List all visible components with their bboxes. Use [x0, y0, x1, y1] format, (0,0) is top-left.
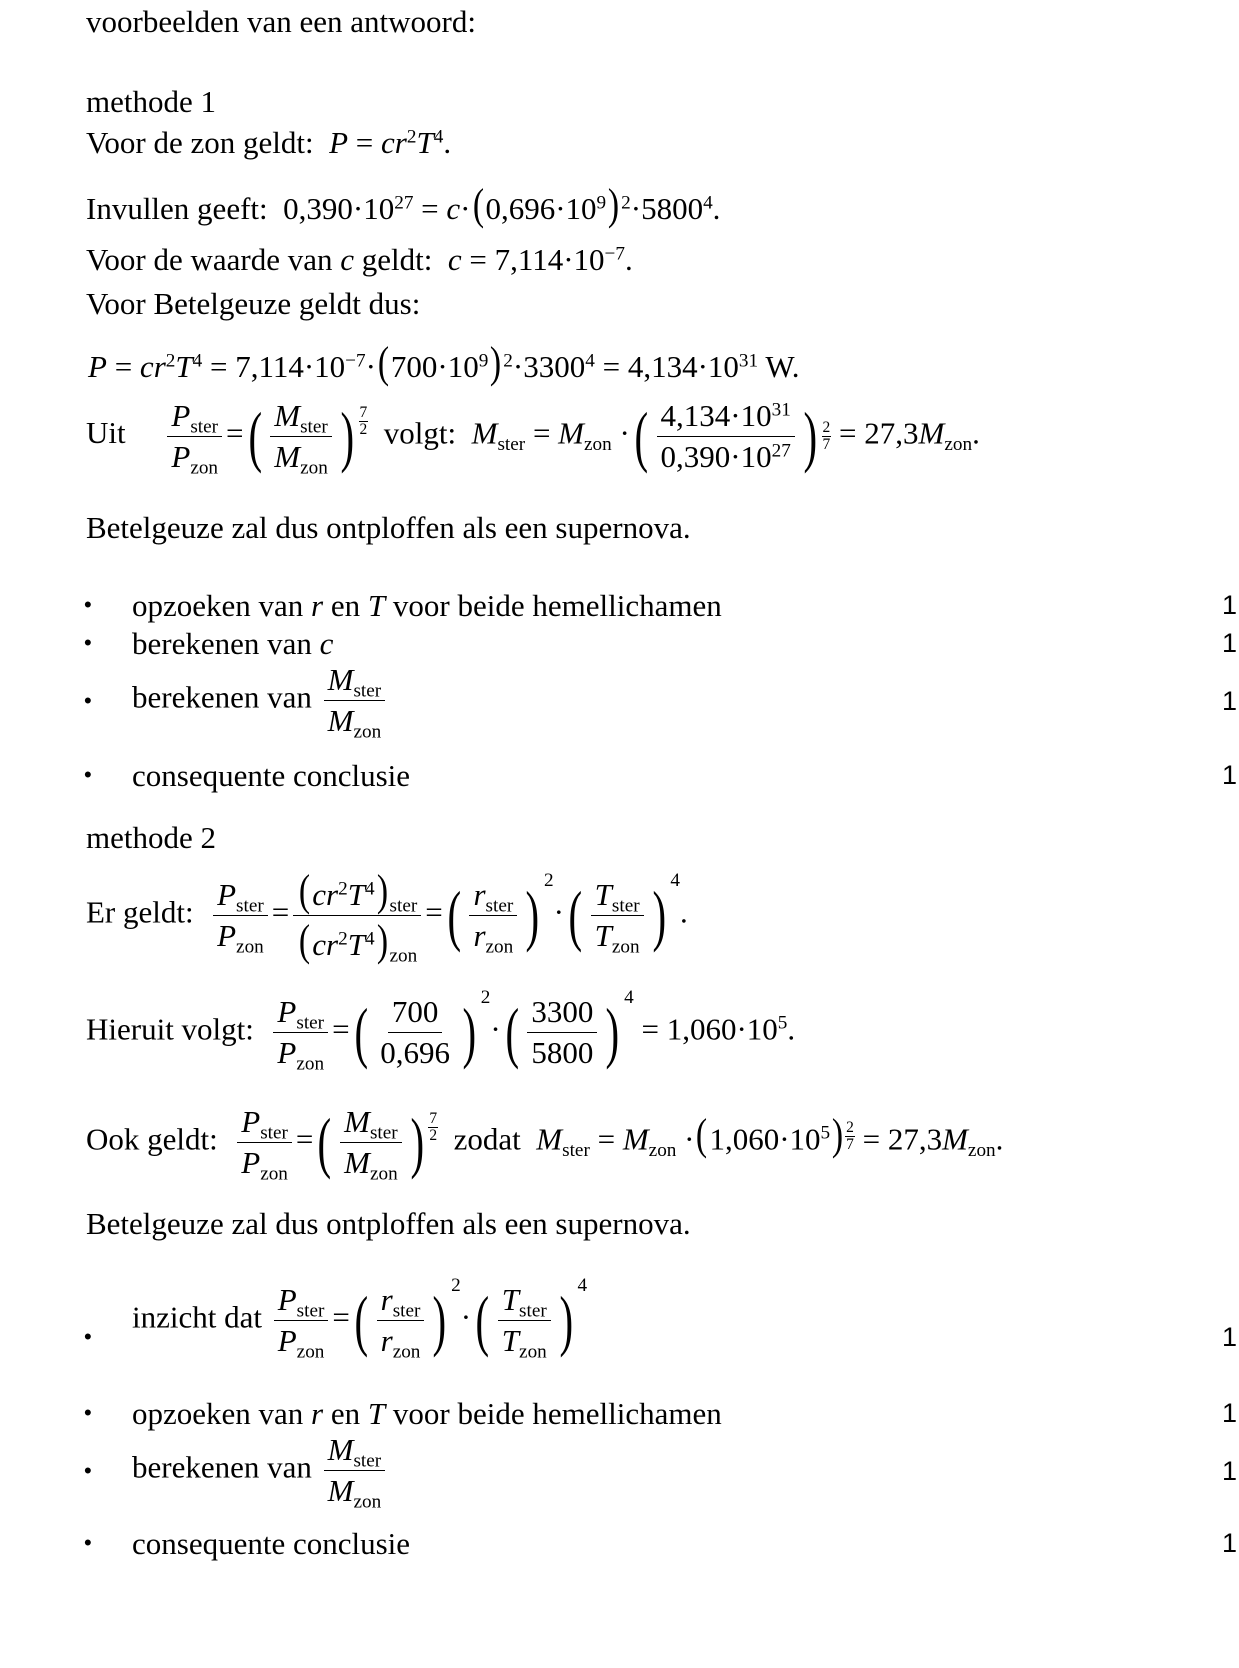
method1-conclusion: Betelgeuze zal dus ontploffen als een supernova. — [86, 510, 691, 545]
method2-line3: Ook geldt: $\frac{P_{ster}}{P_{zon}}$ = ( $\frac{M_{ster}}{M_{zon}}$ ) 7 2 zodat $M_{ster} = M_{zon} \cdot(1,060\cdot 10^5)$ $\frac{2}{7}$ = $27,3M_{zon}$. — [86, 1104, 1004, 1185]
method2-line1: Er geldt: $\frac{P_{ster}}{P_{zon}}$ = $\frac{(cr^2T^4)_{ster}}{(cr^2T^4)_{zon}}$ = ( $\frac{r_{ster}}{r_{zon}}$ ) 2 · ( $\frac{T_{ster}}{T_{zon}}$ ) 4 . — [86, 865, 688, 967]
method1-line4: Voor Betelgeuze geldt dus: — [86, 286, 421, 321]
method2-line2: Hieruit volgt: $\frac{P_{ster}}{P_{zon}}$ = ( $\frac{700}{0,696}$ ) 2 · ( $\frac{3300}{5800}$ ) 4 = $1,060\cdot 10^5$. — [86, 987, 796, 1075]
method1-line6: Uit $\frac{P_{ster}}{P_{zon}}$ = ( $\frac{M_{ster}}{M_{zon}}$ ) 7 2 volgt: $M_{ster} = M_{zon}$ · ( $\frac{4,134\cdot 10^{31}}{0,390\cdot 10^{27}}$ ) 2 7 = $27,3M_{zon}$. — [86, 398, 980, 479]
method2-criterion-1: • inzicht dat $\frac{P_{ster}}{P_{zon}}$ = ( $\frac{r_{ster}}{r_{zon}}$ ) 2 · ( $\frac{T_{ster}}{T_{zon}}$ ) 4 1 — [84, 1275, 1237, 1363]
method1-line2: Invullen geeft: $0,390\cdot 10^{27} = c\cdot(0,696\cdot 10^9)^2\cdot 5800^4$. — [86, 179, 721, 229]
method1-line3: Voor de waarde van c geldt: $c = 7,114\cdot 10^{-7}$. — [86, 242, 633, 277]
intro-text: voorbeelden van een antwoord: — [86, 4, 476, 39]
method1-criterion-2: • berekenen van c 1 — [84, 626, 1237, 661]
method1-criterion-1: • opzoeken van r en T voor beide hemellichamen 1 — [84, 588, 1237, 623]
method2-criterion-3: • berekenen van $\frac{M_{ster}}{M_{zon}}$ 1 — [84, 1432, 1237, 1513]
method1-heading: methode 1 — [86, 84, 216, 119]
method1-criterion-3: • berekenen van $\frac{M_{ster}}{M_{zon}}$ 1 — [84, 662, 1237, 743]
method2-conclusion: Betelgeuze zal dus ontploffen als een supernova. — [86, 1206, 691, 1241]
method1-line1: Voor de zon geldt: $P = cr^2T^4$. — [86, 125, 452, 160]
method1-line5: $P = cr^2T^4 = 7,114\cdot 10^{-7}\cdot(700\cdot 10^9)^2\cdot 3300^4 = 4,134\cdot 10^{31}$ W. — [88, 337, 800, 387]
method2-heading: methode 2 — [86, 820, 216, 855]
method1-criterion-4: • consequente conclusie 1 — [84, 758, 1237, 793]
method2-criterion-4: • consequente conclusie 1 — [84, 1526, 1237, 1561]
method2-criterion-2: • opzoeken van r en T voor beide hemellichamen 1 — [84, 1396, 1237, 1431]
